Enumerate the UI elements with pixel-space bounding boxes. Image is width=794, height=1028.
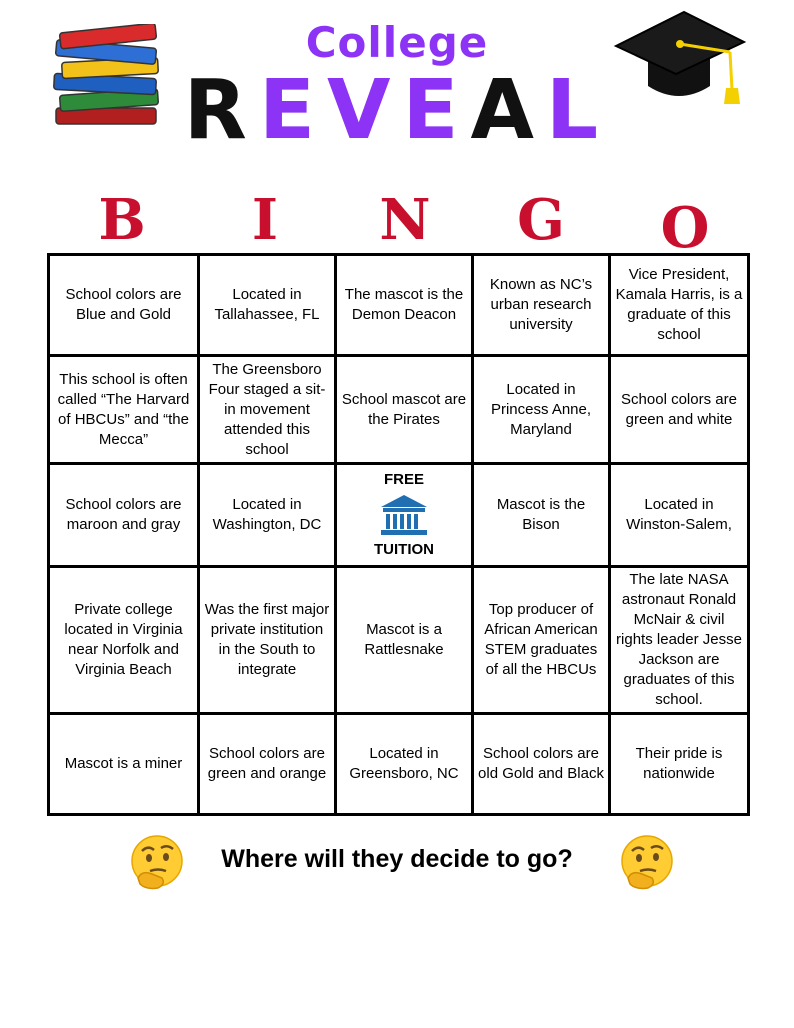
bingo-letter-n: N	[379, 187, 431, 253]
title-letter: R	[183, 63, 259, 158]
bingo-cell[interactable]: Located in Greensboro, NC	[336, 714, 473, 815]
title-letter: E	[402, 63, 471, 158]
title-reveal	[0, 63, 794, 158]
board-row	[49, 714, 749, 815]
bingo-cell[interactable]: Top producer of African American STEM graduates of all the HBCUs	[473, 567, 610, 714]
bingo-cell[interactable]: Mascot is the Bison	[473, 464, 610, 567]
footer-question: Where will they decide to go?	[221, 845, 573, 873]
bingo-cell[interactable]: Mascot is a Rattlesnake	[336, 567, 473, 714]
bingo-cell[interactable]: The Greensboro Four staged a sit-in movement attended this school	[199, 356, 336, 464]
free-space-bottom: TUITION	[374, 541, 434, 558]
board-row	[49, 255, 749, 356]
bingo-cell[interactable]: Known as NC’s urban research university	[473, 255, 610, 356]
title-letter: V	[326, 63, 403, 158]
bingo-board	[47, 253, 750, 816]
board-row	[49, 464, 749, 567]
title-college: College	[305, 18, 489, 67]
bingo-cell[interactable]: School mascot are the Pirates	[336, 356, 473, 464]
free-space-top: FREE	[383, 471, 424, 488]
title-letter: E	[258, 63, 327, 158]
bingo-letter-i: I	[251, 187, 279, 253]
bingo-cell[interactable]: This school is often called “The Harvard of HBCUs” and “the Mecca”	[49, 356, 199, 464]
bingo-cell[interactable]: School colors are Blue and Gold	[49, 255, 199, 356]
thinking-face-icon	[618, 834, 676, 892]
bingo-cell[interactable]: Mascot is a miner	[49, 714, 199, 815]
bingo-cell[interactable]: Their pride is nationwide	[610, 714, 749, 815]
bingo-cell[interactable]: The late NASA astronaut Ronald McNair & civil rights leader Jesse Jackson are graduates of this school.	[610, 567, 749, 714]
title-letter: A	[470, 63, 546, 158]
bingo-cell[interactable]: Private college located in Virginia near Norfolk and Virginia Beach	[49, 567, 199, 714]
board-row	[49, 356, 749, 464]
bingo-cell[interactable]: The mascot is the Demon Deacon	[336, 255, 473, 356]
bingo-letter-g: G	[517, 187, 565, 253]
bingo-letter-o: O	[660, 195, 710, 261]
bingo-cell[interactable]: School colors are maroon and gray	[49, 464, 199, 567]
bingo-cell[interactable]: School colors are old Gold and Black	[473, 714, 610, 815]
bingo-cell[interactable]: School colors are green and orange	[199, 714, 336, 815]
title-letter: L	[545, 63, 611, 158]
free-space-cell[interactable]	[336, 464, 473, 567]
bingo-cell[interactable]: Located in Washington, DC	[199, 464, 336, 567]
bingo-letter-b: B	[98, 187, 146, 253]
bingo-cell[interactable]: Vice President, Kamala Harris, is a graduate of this school	[610, 255, 749, 356]
bingo-cell[interactable]: School colors are green and white	[610, 356, 749, 464]
bingo-cell[interactable]: Located in Princess Anne, Maryland	[473, 356, 610, 464]
bingo-cell[interactable]: Located in Tallahassee, FL	[199, 255, 336, 356]
bingo-cell[interactable]: Located in Winston-Salem,	[610, 464, 749, 567]
university-building-icon	[379, 493, 429, 537]
bingo-cell[interactable]: Was the first major private institution in the South to integrate	[199, 567, 336, 714]
board-row	[49, 567, 749, 714]
